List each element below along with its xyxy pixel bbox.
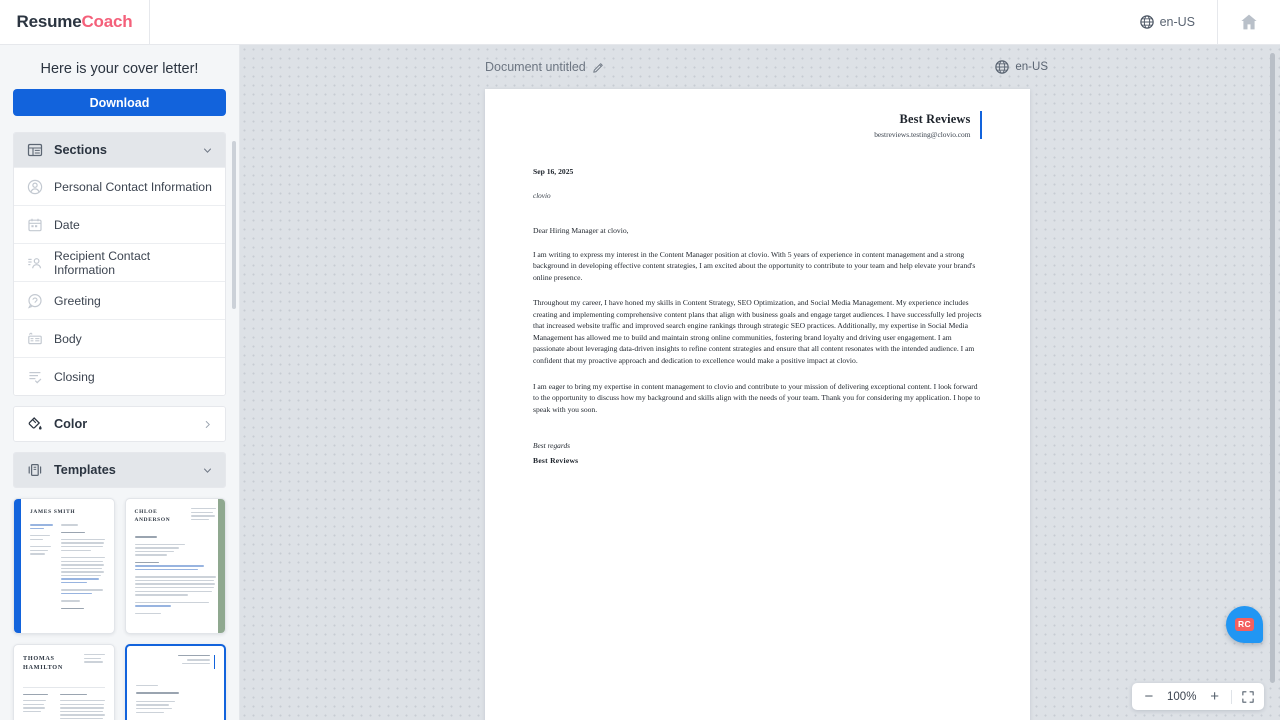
sidebar-item-recipient-contact[interactable] [14,243,225,281]
letter-signature: Best Reviews [533,456,579,466]
pencil-icon[interactable] [593,62,604,73]
letter-paragraph-1: I am writing to express my interest in the Content Manager position at clovio. With 5 years of experience in content management and a strong background in developing effective content strategies, I am excited about the opportunity to contribute to your team and help elevate your brand's online presence. [533,249,976,282]
sidebar-item-body[interactable] [14,319,225,357]
letter-paragraph-2: Throughout my career, I have honed my skills in Content Strategy, SEO Optimization, and Social Media Management. My experience includes creating and implementing comprehensive content plans that align with business goals and engage target audiences. I have successfully led projects that increased website traffic and improved search engine rankings through strategic SEO practices. Additionally, my expertise in Social Media Management has allowed me to build and maintain strong online communities, fostering brand loyalty and driving user engagement. I am passionate about leveraging data-driven insights to refine content strategies and ensure that all content resonates with the intended audience. I am confident that my proactive approach and dedication to excellence would make a positive impact at clovio. [533,298,982,365]
template-preview [126,499,226,633]
body-row [0,45,1280,720]
chevron-down-icon [203,146,212,155]
brand-text [17,12,133,32]
download-button[interactable]: Download [13,89,226,116]
template-preview [14,645,114,720]
template-thumbnail-2[interactable] [125,498,227,634]
person-circle-icon [27,179,43,195]
zoom-divider [1231,690,1232,704]
chat-bubble-button[interactable] [1226,606,1263,643]
language-selector[interactable] [1118,0,1218,44]
recipient-person-icon [27,255,43,271]
document-title-group [485,45,604,89]
body-text-icon [27,331,43,347]
chevron-down-icon [203,466,212,475]
templates-panel-header[interactable] [14,453,225,487]
document-title: Document untitled [485,60,586,74]
greeting-chat-icon [27,293,43,309]
closing-checklist-icon [27,369,43,385]
zoom-controls [1132,683,1264,710]
chevron-right-icon [203,420,212,429]
sidebar-item-date[interactable] [14,205,225,243]
color-panel-header[interactable] [14,407,225,441]
template-thumbnail-4[interactable] [125,644,227,720]
sidebar-item-label: Body [54,331,82,346]
template-thumbnail-1[interactable] [13,498,115,634]
sender-name: Best Reviews [899,112,971,126]
letter-page[interactable] [485,89,1030,720]
letter-recipient: clovio [533,191,551,200]
top-bar-actions [1118,0,1280,44]
top-bar-spacer [150,0,1118,44]
zoom-out-button[interactable]: − [1144,688,1154,705]
letter-content [485,89,1030,465]
letterhead-text [874,111,970,139]
sections-panel-header[interactable] [14,133,225,167]
sections-panel [13,132,226,396]
zoom-in-button[interactable]: + [1210,688,1219,705]
letter-sign-off: Best regards [533,441,571,451]
sidebar-item-label: Date [54,217,80,232]
template-name: THOMAS HAMILTON [23,655,63,672]
home-button[interactable] [1218,0,1280,44]
templates-icon [27,462,43,478]
chat-badge: RC [1235,618,1254,631]
letter-greeting: Dear Hiring Manager at clovio, [533,225,629,235]
template-grid [13,498,226,720]
language-label: en-US [1159,15,1195,29]
canvas-header [240,45,1280,89]
sidebar-item-label: Personal Contact Information [54,179,212,194]
brand-logo[interactable] [0,0,150,44]
letter-date: Sep 16, 2025 [533,166,574,176]
templates-panel [13,452,226,488]
document-canvas [240,45,1280,720]
canvas-scrollbar[interactable] [1270,53,1275,683]
color-panel-label: Color [54,417,88,431]
letter-paragraph-3: I am eager to bring my expertise in content management to clovio and contribute to your mission of delivering exceptional content. I look forward to the opportunity to discuss how my background and skills align with the needs of your team. Thank you for considering my application. I hope to speak with you soon. [533,381,981,414]
sections-panel-label: Sections [54,143,107,157]
letterhead-accent-bar [980,111,983,139]
sidebar-item-personal-contact[interactable] [14,167,225,205]
sidebar [0,45,240,720]
color-panel [13,406,226,442]
sidebar-item-label: Closing [54,369,95,384]
zoom-level: 100% [1167,690,1197,703]
top-bar [0,0,1280,45]
sidebar-item-greeting[interactable] [14,281,225,319]
globe-icon [1140,15,1154,29]
fullscreen-icon[interactable] [1242,691,1254,703]
sidebar-item-label: Recipient Contact Information [54,248,151,277]
sidebar-heading: Here is your cover letter! [40,61,199,77]
sidebar-item-label: Greeting [54,293,101,308]
sender-email: bestreviews.testing@clovio.com [874,129,971,139]
template-preview [127,646,225,720]
sidebar-scrollbar[interactable] [232,141,236,309]
globe-icon [995,60,1009,74]
letterhead [533,111,982,139]
brand-second: Coach [81,12,133,31]
template-thumbnail-3[interactable] [13,644,115,720]
template-name: JAMES SMITH [30,509,76,515]
home-icon [1239,12,1259,32]
template-name: CHLOE ANDERSON [134,509,171,524]
calendar-icon [27,217,43,233]
paint-bucket-icon [27,416,43,432]
document-language-selector[interactable] [995,45,1048,89]
templates-panel-label: Templates [54,463,116,477]
document-language-label: en-US [1015,61,1048,73]
sections-icon [27,142,43,158]
sidebar-item-closing[interactable] [14,357,225,395]
template-preview [14,499,114,633]
brand-first: Resume [16,12,82,31]
sidebar-inner [0,45,239,720]
